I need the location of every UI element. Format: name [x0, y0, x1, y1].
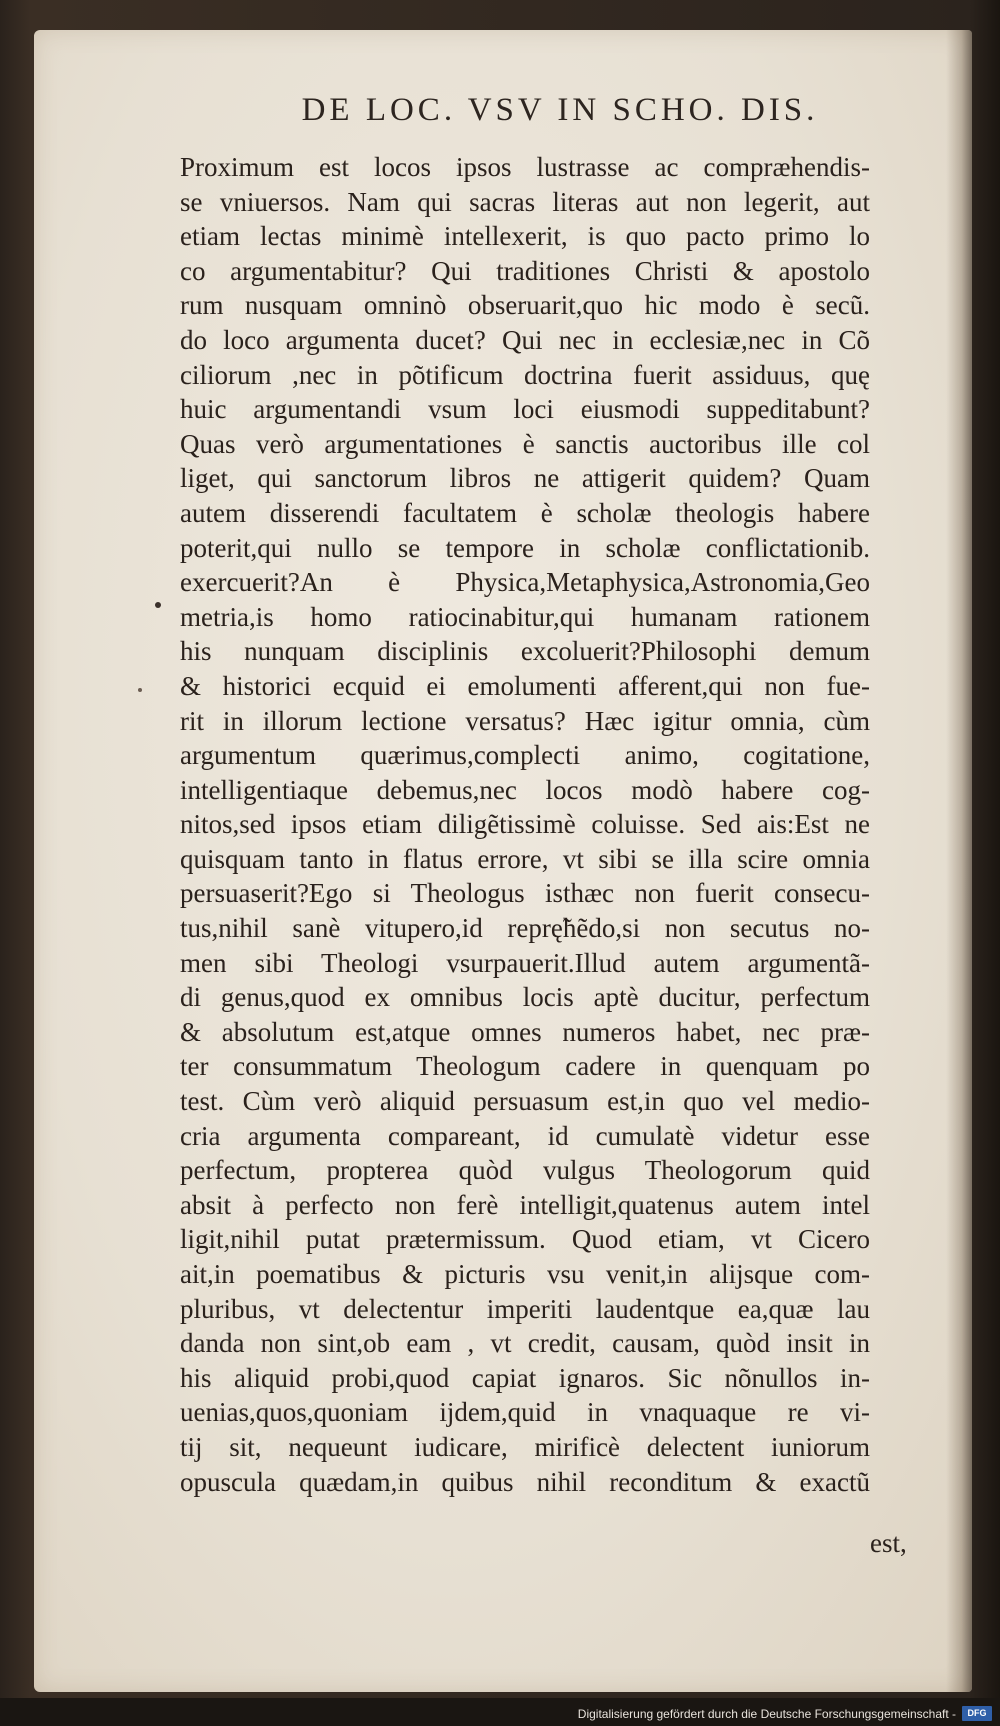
- funding-notice: Digitalisierung gefördert durch die Deutsche Forschungsgemeinschaft -: [577, 1707, 956, 1721]
- text-line: & historici ecquid ei emolumenti afferent,qui non fue-: [180, 670, 870, 701]
- text-line: tus,nihil sanè vitupero,id reprę̃hẽdo,si non secutus no-: [180, 913, 870, 944]
- text-line: huic argumentandi vsum loci eiusmodi suppeditabunt?: [180, 394, 870, 425]
- text-line: uenias,quos,quoniam ijdem,quid in vnaquaque re vi-: [180, 1397, 870, 1428]
- text-line: metria,is homo ratiocinabitur,qui humanam rationem: [180, 601, 870, 632]
- text-line: intelligentiaque debemus,nec locos modò habere cog-: [180, 774, 870, 805]
- running-head: DE LOC. VSV IN SCHO. DIS.: [301, 92, 819, 128]
- text-line: se vniuersos. Nam qui sacras literas aut non legerit, aut: [180, 186, 870, 217]
- text-line: & absolutum est,atque omnes numeros habet, nec præ-: [180, 1016, 870, 1047]
- body-text: [180, 150, 870, 1499]
- text-line: autem disserendi facultatem è scholæ theologis habere: [180, 497, 870, 528]
- text-line: test. Cùm verò aliquid persuasum est,in quo vel medio-: [180, 1086, 870, 1117]
- text-line: co argumentabitur? Qui traditiones Christi & apostolo: [180, 255, 870, 286]
- text-line: di genus,quod ex omnibus locis aptè ducitur, perfectum: [180, 982, 870, 1013]
- text-line: argumentum quærimus,complecti animo, cogitatione,: [180, 740, 870, 771]
- text-line: rum nusquam omninò obseruarit,quo hic modo è secũ.: [180, 290, 870, 321]
- text-line: quisquam tanto in flatus errore, vt sibi se illa scire omnia: [180, 843, 870, 874]
- text-line: his nunquam disciplinis excoluerit?Philosophi demum: [180, 636, 870, 667]
- text-line: exercuerit?An è Physica,Metaphysica,Astronomia,Geo: [180, 567, 870, 598]
- text-line: do loco argumenta ducet? Qui nec in ecclesiæ,nec in Cõ: [180, 324, 870, 355]
- text-line: his aliquid probi,quod capiat ignaros. Sic nõnullos in-: [180, 1362, 870, 1393]
- catchword: est,: [870, 1528, 907, 1558]
- page-gutter-shadow: [946, 30, 972, 1692]
- text-line: Quas verò argumentationes è sanctis auctoribus ille col: [180, 428, 870, 459]
- text-line: ter consummatum Theologum cadere in quenquam po: [180, 1051, 870, 1082]
- footer-bar: [0, 1698, 1000, 1726]
- text-line: absit à perfecto non ferè intelligit,quatenus autem intel: [180, 1189, 870, 1220]
- text-line: Proximum est locos ipsos lustrasse ac compræhendis-: [180, 152, 870, 182]
- text-line: rit in illorum lectione versatus? Hæc igitur omnia, cùm: [180, 705, 870, 736]
- text-line: nitos,sed ipsos etiam diligẽtissimè coluisse. Sed ais:Est ne: [180, 809, 870, 840]
- text-line: liget, qui sanctorum libros ne attigerit quidem? Quam: [180, 463, 870, 494]
- margin-mark: [155, 602, 161, 608]
- text-line: cria argumenta compareant, id cumulatè videtur esse: [180, 1120, 870, 1151]
- text-line: pluribus, vt delectentur imperiti laudentque ea,quæ lau: [180, 1293, 870, 1324]
- text-line: perfectum, propterea quòd vulgus Theologorum quid: [180, 1155, 870, 1186]
- text-line: men sibi Theologi vsurpauerit.Illud autem argumentã-: [180, 947, 870, 978]
- text-line: poterit,qui nullo se tempore in scholæ conflictationib.: [180, 532, 870, 563]
- text-line: ligit,nihil putat prætermissum. Quod etiam, vt Cicero: [180, 1224, 870, 1255]
- text-line: persuaserit?Ego si Theologus isthæc non fuerit consecu-: [180, 878, 870, 909]
- text-line: ciliorum ,nec in põtificum doctrina fuerit assiduus, quę: [180, 359, 870, 390]
- text-line: opuscula quædam,in quibus nihil reconditum & exactũ: [180, 1466, 870, 1497]
- text-line: tij sit, nequeunt iudicare, mirificè delectent iuniorum: [180, 1431, 870, 1462]
- text-line: danda non sint,ob eam , vt credit, causam, quòd insit in: [180, 1328, 870, 1359]
- text-line: etiam lectas minimè intellexerit, is quo pacto primo lo: [180, 221, 870, 252]
- text-line: ait,in poematibus & picturis vsu venit,in alijsque com-: [180, 1259, 870, 1289]
- margin-mark: [138, 688, 142, 692]
- dfg-logo: DFG: [962, 1706, 992, 1721]
